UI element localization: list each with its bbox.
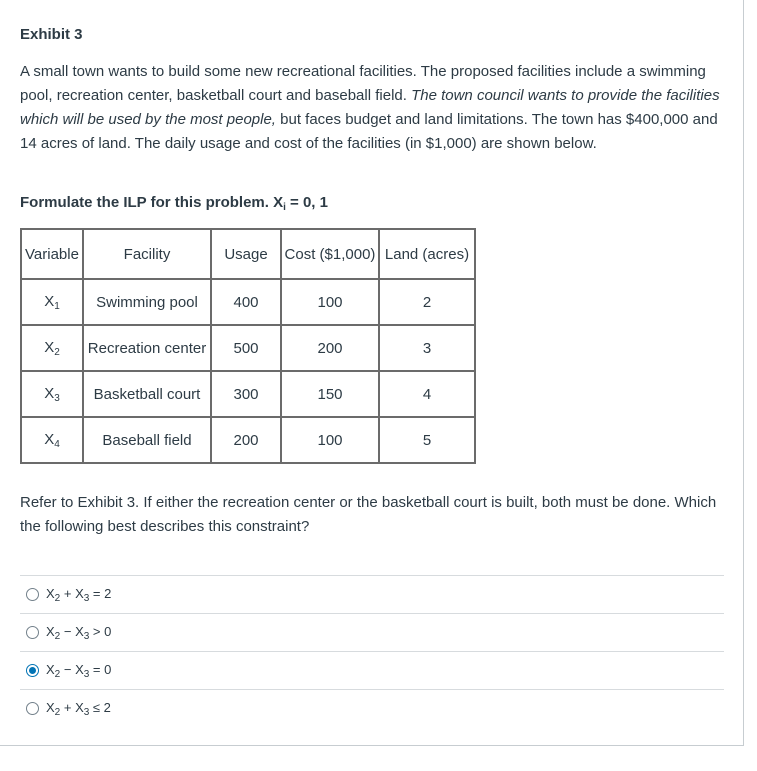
answer-label[interactable]: $X_2 - X_3 = 0$ xyxy=(46,661,112,680)
formulate-suffix: = 0, 1 xyxy=(285,194,328,211)
radio-button[interactable] xyxy=(26,588,39,601)
header-land: Land (acres) xyxy=(379,229,475,279)
header-variable: Variable xyxy=(21,229,83,279)
exhibit-description xyxy=(20,60,720,156)
description-part-1: A small town wants to build some new recreational facilities. The proposed facilities include a swimming pool, recreation center, basketball court and baseball field. xyxy=(20,63,706,104)
answer-label[interactable]: $X_2 - X_3 > 0$ xyxy=(46,623,112,642)
answer-option[interactable] xyxy=(20,651,724,689)
cell-facility: Basketball court xyxy=(83,371,211,417)
cell-land: 4 xyxy=(379,371,475,417)
cell-cost: 150 xyxy=(281,371,379,417)
exhibit-title: Exhibit 3 xyxy=(20,26,83,43)
cell-land: 5 xyxy=(379,417,475,463)
cell-variable: $X_3$ xyxy=(21,371,83,417)
cell-facility: Swimming pool xyxy=(83,279,211,325)
radio-button[interactable] xyxy=(26,702,39,715)
formulate-sub: i xyxy=(283,202,286,213)
header-facility: Facility xyxy=(83,229,211,279)
cell-usage: 400 xyxy=(211,279,281,325)
cell-cost: 100 xyxy=(281,279,379,325)
table-row xyxy=(21,279,475,325)
description-italic: The town council wants to provide the facilities which will be used by the most people, xyxy=(20,87,720,128)
answer-option[interactable] xyxy=(20,575,724,613)
header-cost: Cost ($1,000) xyxy=(281,229,379,279)
cell-usage: 300 xyxy=(211,371,281,417)
cell-land: 2 xyxy=(379,279,475,325)
radio-button[interactable] xyxy=(26,626,39,639)
cell-cost: 200 xyxy=(281,325,379,371)
cell-variable: $X_4$ xyxy=(21,417,83,463)
answer-label[interactable]: $X_2 + X_3 \le 2$ xyxy=(46,699,111,718)
table-row xyxy=(21,417,475,463)
answer-label[interactable]: $X_2 + X_3 = 2$ xyxy=(46,585,112,604)
cell-facility: Recreation center xyxy=(83,325,211,371)
cell-variable: $X_2$ xyxy=(21,325,83,371)
description-part-2: but faces budget and land limitations. The town has $400,000 and 14 acres of land. The daily usage and cost of the facilities (in $1,000) are shown below. xyxy=(20,111,718,152)
cell-variable: $X_1$ xyxy=(21,279,83,325)
table-row xyxy=(21,371,475,417)
cell-facility: Baseball field xyxy=(83,417,211,463)
header-usage: Usage xyxy=(211,229,281,279)
formulate-text: Formulate the ILP for this problem. X xyxy=(20,194,284,211)
question-text: Refer to Exhibit 3. If either the recreation center or the basketball court is built, both must be done. Which the following best describes this constraint? xyxy=(20,494,717,535)
answer-list xyxy=(20,575,724,727)
radio-button[interactable] xyxy=(26,664,39,677)
cell-land: 3 xyxy=(379,325,475,371)
cell-usage: 200 xyxy=(211,417,281,463)
cell-usage: 500 xyxy=(211,325,281,371)
answer-option[interactable] xyxy=(20,613,724,651)
facility-table xyxy=(20,228,476,464)
table-row xyxy=(21,325,475,371)
answer-option[interactable] xyxy=(20,689,724,727)
table-header-row xyxy=(21,229,475,279)
formulate-heading xyxy=(20,194,328,213)
cell-cost: 100 xyxy=(281,417,379,463)
